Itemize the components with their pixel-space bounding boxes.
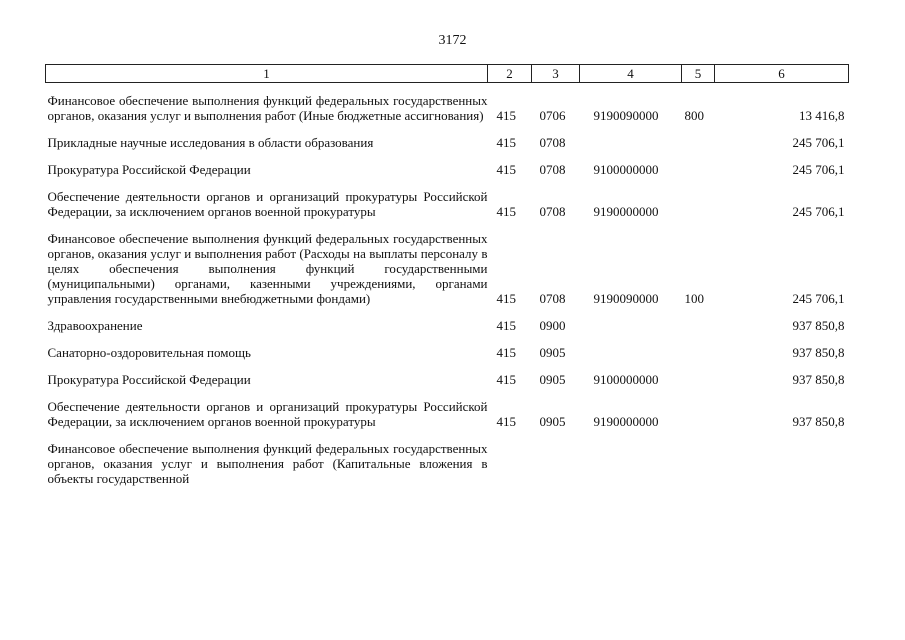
- row-col-4: 9190000000: [593, 204, 659, 219]
- row-spacer: [46, 306, 849, 318]
- row-amount: 245 706,1: [792, 135, 845, 150]
- row-spacer: [46, 219, 849, 231]
- row-col-3: 0708: [539, 204, 566, 219]
- row-col-3: [532, 441, 580, 486]
- row-col-4: 9190090000: [593, 291, 659, 306]
- table-row: [46, 231, 849, 306]
- row-col-2: [488, 441, 532, 486]
- row-col-5: [682, 399, 715, 429]
- row-description: Финансовое обеспечение выполнения функций федеральных государственных органов, оказания услуг и выполнения работ (Иные бюджетные ассигнования): [47, 93, 488, 123]
- row-col-4: 9190090000: [593, 108, 659, 123]
- row-amount: 937 850,8: [792, 372, 845, 387]
- row-col-2: 415: [496, 108, 516, 123]
- row-amount: 245 706,1: [792, 162, 845, 177]
- row-description: Финансовое обеспечение выполнения функций федеральных государственных органов, оказания услуг и выполнения работ (Расходы на выплаты персоналу в целях обеспечения выполнения функций государственными (муниципальными) органами, казенными учреждениями, органами управления государственными внебюджетными фондами): [47, 231, 488, 306]
- top-gap: [46, 83, 849, 94]
- row-col-4: [580, 345, 682, 360]
- header-col-3: 3: [532, 65, 580, 83]
- header-col-1: 1: [46, 65, 488, 83]
- row-col-4: 9100000000: [593, 162, 659, 177]
- row-col-5: [682, 189, 715, 219]
- row-col-2: 415: [496, 291, 516, 306]
- header-col-5: 5: [682, 65, 715, 83]
- row-col-3: 0708: [539, 291, 566, 306]
- header-col-6: 6: [715, 65, 849, 83]
- row-col-3: 0708: [539, 162, 566, 177]
- row-amount: 245 706,1: [792, 291, 845, 306]
- row-col-3: 0706: [539, 108, 566, 123]
- page-number: 3172: [438, 33, 467, 48]
- row-col-4: [580, 135, 682, 150]
- row-description: Санаторно-оздоровительная помощь: [47, 345, 251, 360]
- row-spacer: [46, 123, 849, 135]
- row-col-5: [682, 372, 715, 387]
- row-col-2: 415: [496, 414, 516, 429]
- row-col-2: 415: [496, 318, 516, 333]
- row-col-4: 9100000000: [593, 372, 659, 387]
- row-col-4: 9190000000: [593, 414, 659, 429]
- row-col-3: 0708: [539, 135, 566, 150]
- row-description: Здравоохранение: [47, 318, 143, 333]
- table-row: [46, 345, 849, 360]
- row-amount: 937 850,8: [792, 414, 845, 429]
- row-col-2: 415: [496, 372, 516, 387]
- row-col-5: [682, 345, 715, 360]
- row-amount: 937 850,8: [792, 345, 845, 360]
- table-row: [46, 372, 849, 387]
- row-col-3: 0905: [539, 414, 566, 429]
- table-row: [46, 318, 849, 333]
- row-col-5: [682, 318, 715, 333]
- row-spacer: [46, 429, 849, 441]
- row-col-3: 0905: [539, 345, 566, 360]
- row-col-2: 415: [496, 345, 516, 360]
- row-spacer: [46, 333, 849, 345]
- row-description: Обеспечение деятельности органов и организаций прокуратуры Российской Федерации, за исключением органов военной прокуратуры: [47, 399, 488, 429]
- table-row: [46, 135, 849, 150]
- table-row: [46, 441, 849, 486]
- table-header: [46, 65, 849, 83]
- row-amount: [715, 441, 849, 486]
- row-col-2: 415: [496, 135, 516, 150]
- row-spacer: [46, 150, 849, 162]
- row-col-2: 415: [496, 162, 516, 177]
- row-amount: 937 850,8: [792, 318, 845, 333]
- budget-table: [45, 64, 849, 486]
- row-col-4: [580, 441, 682, 486]
- row-col-2: 415: [496, 204, 516, 219]
- row-col-5: 100: [684, 291, 704, 306]
- row-col-3: 0900: [539, 318, 566, 333]
- table-row: [46, 162, 849, 177]
- table-body: [46, 83, 849, 487]
- table-row: [46, 93, 849, 123]
- row-description: Прикладные научные исследования в области образования: [47, 135, 374, 150]
- row-col-5: [682, 135, 715, 150]
- row-col-3: 0905: [539, 372, 566, 387]
- row-col-5: [682, 162, 715, 177]
- row-spacer: [46, 360, 849, 372]
- row-description: Обеспечение деятельности органов и организаций прокуратуры Российской Федерации, за исключением органов военной прокуратуры: [47, 189, 488, 219]
- row-col-5: [682, 441, 715, 486]
- header-col-2: 2: [488, 65, 532, 83]
- row-amount: 13 416,8: [799, 108, 845, 123]
- row-spacer: [46, 177, 849, 189]
- row-amount: 245 706,1: [792, 204, 845, 219]
- table-row: [46, 189, 849, 219]
- header-col-4: 4: [580, 65, 682, 83]
- row-col-4: [580, 318, 682, 333]
- row-description: Финансовое обеспечение выполнения функций федеральных государственных органов, оказания услуг и выполнения работ (Капитальные вложения в объекты государственной: [47, 441, 488, 486]
- row-description: Прокуратура Российской Федерации: [47, 162, 251, 177]
- header-row: [46, 65, 849, 83]
- row-col-5: 800: [684, 108, 704, 123]
- table-row: [46, 399, 849, 429]
- row-description: Прокуратура Российской Федерации: [47, 372, 251, 387]
- row-spacer: [46, 387, 849, 399]
